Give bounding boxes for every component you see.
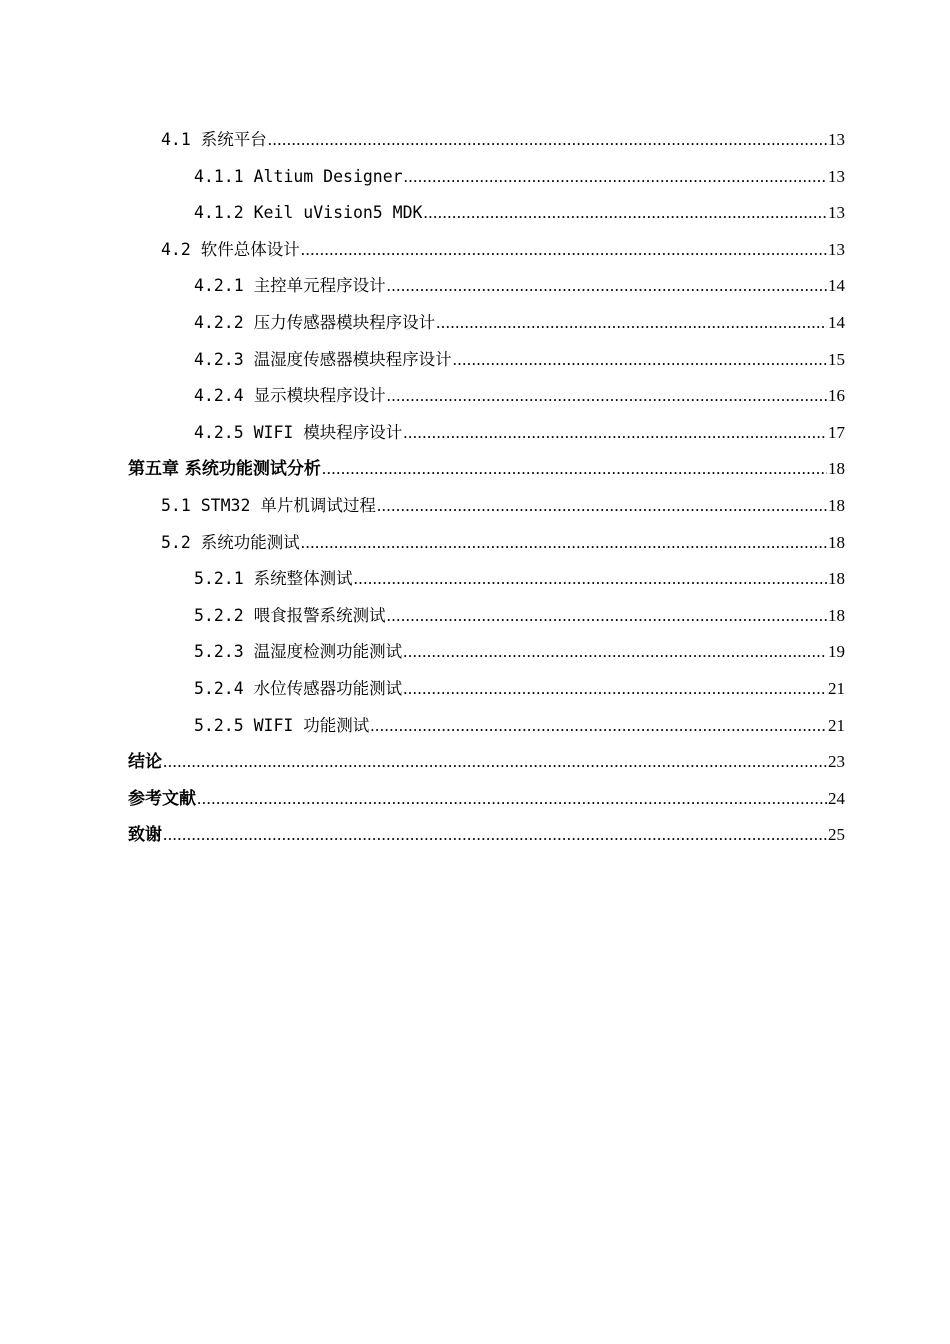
toc-page-number: 18 bbox=[828, 569, 845, 589]
toc-page-number: 18 bbox=[828, 495, 845, 515]
toc-page-number: 25 bbox=[828, 825, 845, 845]
toc-entry-label: 4.2.3 温湿度传感器模块程序设计 bbox=[194, 349, 452, 369]
toc-page-number: 16 bbox=[828, 386, 845, 406]
toc-entry[interactable] bbox=[194, 378, 845, 415]
toc-entry-label: 4.2 软件总体设计 bbox=[161, 239, 300, 259]
toc-entry-label: 4.2.2 压力传感器模块程序设计 bbox=[194, 312, 436, 332]
toc-entry-label: 4.2.1 主控单元程序设计 bbox=[194, 276, 386, 296]
toc-entry[interactable] bbox=[194, 671, 845, 708]
toc-page-number: 18 bbox=[828, 532, 845, 552]
toc-entry[interactable] bbox=[194, 342, 845, 379]
toc-entry-label: 5.2.3 温湿度检测功能测试 bbox=[194, 642, 403, 662]
toc-entry[interactable] bbox=[194, 634, 845, 671]
dot-leader bbox=[301, 232, 827, 269]
toc-entry[interactable] bbox=[161, 488, 845, 525]
toc-entry[interactable] bbox=[194, 268, 845, 305]
toc-entry-label: 4.2.5 WIFI 模块程序设计 bbox=[194, 422, 403, 442]
toc-page-number: 18 bbox=[828, 605, 845, 625]
dot-leader bbox=[387, 598, 827, 635]
dot-leader bbox=[404, 159, 827, 196]
dot-leader bbox=[453, 342, 827, 379]
table-of-contents bbox=[0, 122, 950, 854]
toc-entry[interactable] bbox=[194, 305, 845, 342]
dot-leader bbox=[354, 561, 827, 598]
toc-entry[interactable] bbox=[194, 195, 845, 232]
toc-page-number: 23 bbox=[828, 752, 845, 772]
toc-page-number: 13 bbox=[828, 203, 845, 223]
toc-entry-label: 4.1.2 Keil uVision5 MDK bbox=[194, 203, 423, 223]
toc-entry[interactable] bbox=[161, 122, 845, 159]
toc-page-number: 13 bbox=[828, 239, 845, 259]
toc-page-number: 18 bbox=[828, 459, 845, 479]
toc-entry[interactable] bbox=[194, 561, 845, 598]
toc-entry[interactable] bbox=[161, 525, 845, 562]
dot-leader bbox=[423, 195, 827, 232]
dot-leader bbox=[387, 268, 827, 305]
dot-leader bbox=[403, 415, 827, 452]
dot-leader bbox=[268, 122, 827, 159]
dot-leader bbox=[403, 671, 827, 708]
dot-leader bbox=[436, 305, 827, 342]
toc-entry[interactable] bbox=[194, 159, 845, 196]
toc-page-number: 13 bbox=[828, 130, 845, 149]
toc-page-number: 24 bbox=[828, 788, 845, 808]
toc-entry[interactable] bbox=[194, 598, 845, 635]
toc-entry-label: 4.1 系统平台 bbox=[161, 130, 267, 149]
toc-page-number: 15 bbox=[828, 349, 845, 369]
toc-entry-label: 5.1 STM32 单片机调试过程 bbox=[161, 495, 376, 515]
toc-page-number: 21 bbox=[828, 715, 845, 735]
dot-leader bbox=[370, 708, 827, 745]
toc-page-number: 13 bbox=[828, 166, 845, 186]
toc-page-number: 21 bbox=[828, 678, 845, 698]
dot-leader bbox=[387, 378, 827, 415]
dot-leader bbox=[377, 488, 827, 525]
toc-chapter-entry[interactable] bbox=[128, 451, 845, 488]
toc-entry-label: 4.1.1 Altium Designer bbox=[194, 166, 403, 186]
toc-entry[interactable] bbox=[194, 708, 845, 745]
toc-chapter-entry[interactable] bbox=[128, 781, 845, 818]
toc-entry-label: 4.2.4 显示模块程序设计 bbox=[194, 386, 386, 406]
toc-entry[interactable] bbox=[194, 415, 845, 452]
toc-page-number: 14 bbox=[828, 276, 845, 296]
toc-entry-label: 5.2 系统功能测试 bbox=[161, 532, 300, 552]
toc-entry[interactable] bbox=[161, 232, 845, 269]
dot-leader bbox=[163, 744, 827, 781]
toc-entry-label: 参考文献 bbox=[128, 788, 196, 809]
dot-leader bbox=[322, 451, 827, 488]
toc-page-number: 19 bbox=[828, 642, 845, 662]
toc-entry-label: 致谢 bbox=[128, 825, 162, 846]
toc-chapter-entry[interactable] bbox=[128, 744, 845, 781]
toc-page-number: 17 bbox=[828, 422, 845, 442]
toc-entry-label: 第五章 系统功能测试分析 bbox=[128, 459, 321, 480]
dot-leader bbox=[301, 525, 827, 562]
toc-chapter-entry[interactable] bbox=[128, 817, 845, 854]
toc-entry-label: 5.2.5 WIFI 功能测试 bbox=[194, 715, 370, 735]
toc-entry-label: 5.2.1 系统整体测试 bbox=[194, 569, 353, 589]
toc-entry-label: 5.2.2 喂食报警系统测试 bbox=[194, 605, 386, 625]
toc-entry-label: 5.2.4 水位传感器功能测试 bbox=[194, 678, 403, 698]
toc-page-number: 14 bbox=[828, 312, 845, 332]
toc-entry-label: 结论 bbox=[128, 752, 162, 773]
dot-leader bbox=[197, 781, 827, 818]
dot-leader bbox=[163, 817, 827, 854]
dot-leader bbox=[403, 634, 827, 671]
